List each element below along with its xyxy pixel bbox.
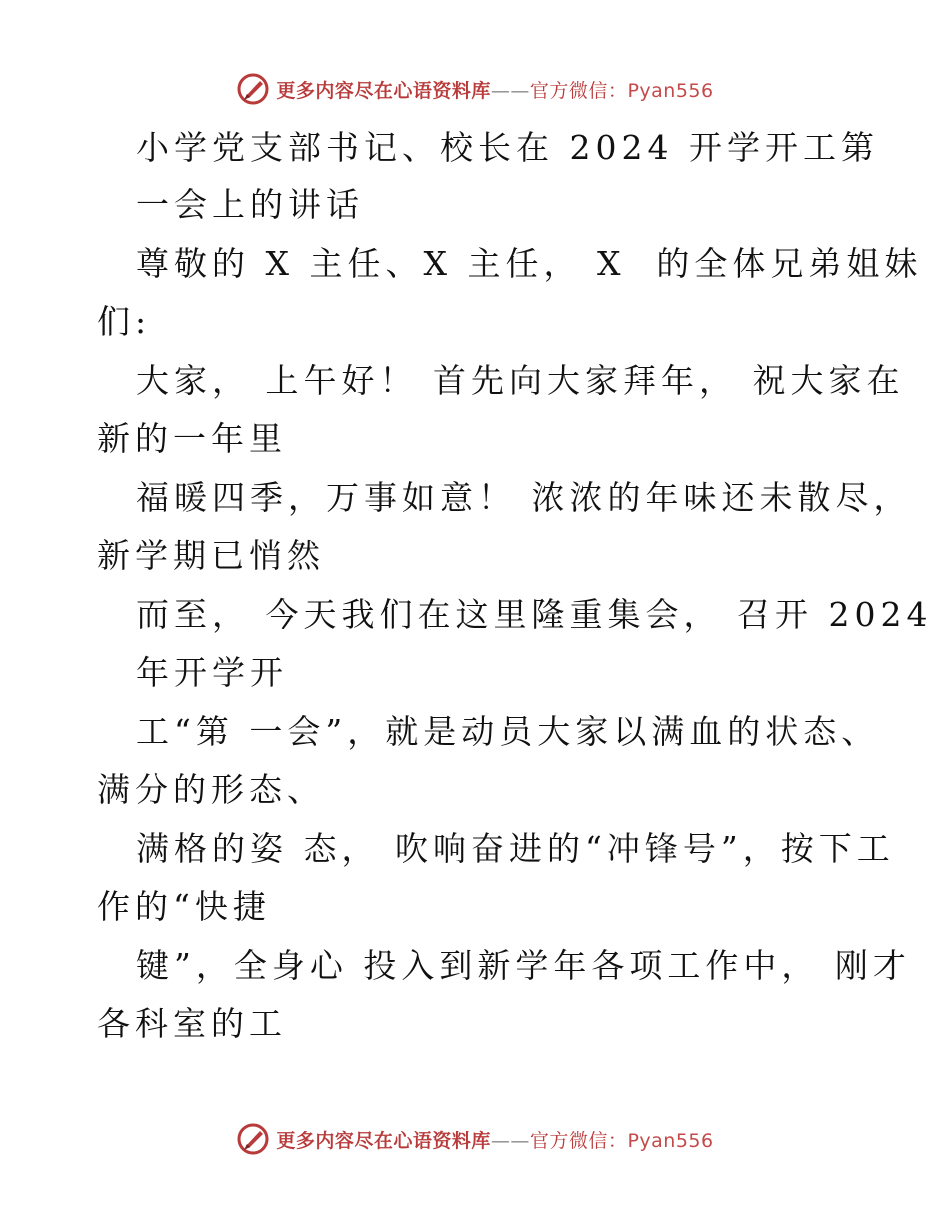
banner-site-name: 更多内容尽在心语资料库 — [276, 79, 491, 102]
banner-dash: —— — [490, 79, 530, 102]
paragraph-line: 各科室的工 — [97, 1004, 287, 1043]
paragraph-line: 尊敬的 X 主任、X 主任， X 的全体兄弟姐妹 — [136, 244, 923, 283]
paragraph-line: 作的“快捷 — [97, 887, 271, 926]
paragraph-line: 满分的形态、 — [97, 770, 325, 809]
footer-banner — [0, 1122, 950, 1156]
paragraph-line: 而至， 今天我们在这里隆重集会， 召开 2024 — [136, 595, 933, 634]
paragraph-line: 工“第 一会”，就是动员大家以满血的状态、 — [136, 712, 880, 751]
paragraph-line: 满格的姿 态， 吹响奋进的“冲锋号”，按下工 — [136, 829, 895, 868]
document-title-line-2: 一会上的讲话 — [136, 185, 364, 224]
paragraph-line: 们: — [97, 302, 152, 341]
paragraph-line: 键”，全身心 投入到新学年各项工作中， 刚才 — [136, 946, 911, 985]
banner-text — [276, 1126, 713, 1153]
banner-wechat-label: 官方微信： — [529, 79, 628, 102]
brush-logo-icon — [236, 1122, 270, 1156]
paragraph-line: 大家， 上午好！ 首先向大家拜年， 祝大家在 — [136, 361, 905, 400]
brush-logo-icon — [236, 72, 270, 106]
banner-wechat-label: 官方微信： — [529, 1129, 628, 1152]
banner-site-name: 更多内容尽在心语资料库 — [276, 1129, 491, 1152]
document-title-line-1: 小学党支部书记、校长在 2024 开学开工第 — [136, 128, 879, 167]
banner-dash: —— — [490, 1129, 530, 1152]
paragraph-line: 年开学开 — [136, 653, 288, 692]
paragraph-line: 福暖四季，万事如意！ 浓浓的年味还未散尽， — [136, 478, 912, 517]
paragraph-line: 新学期已悄然 — [97, 536, 325, 575]
header-banner — [0, 72, 950, 106]
banner-wechat-id: Pyan556 — [627, 1129, 714, 1152]
banner-text — [276, 76, 713, 103]
paragraph-line: 新的一年里 — [97, 419, 287, 458]
banner-wechat-id: Pyan556 — [627, 79, 714, 102]
